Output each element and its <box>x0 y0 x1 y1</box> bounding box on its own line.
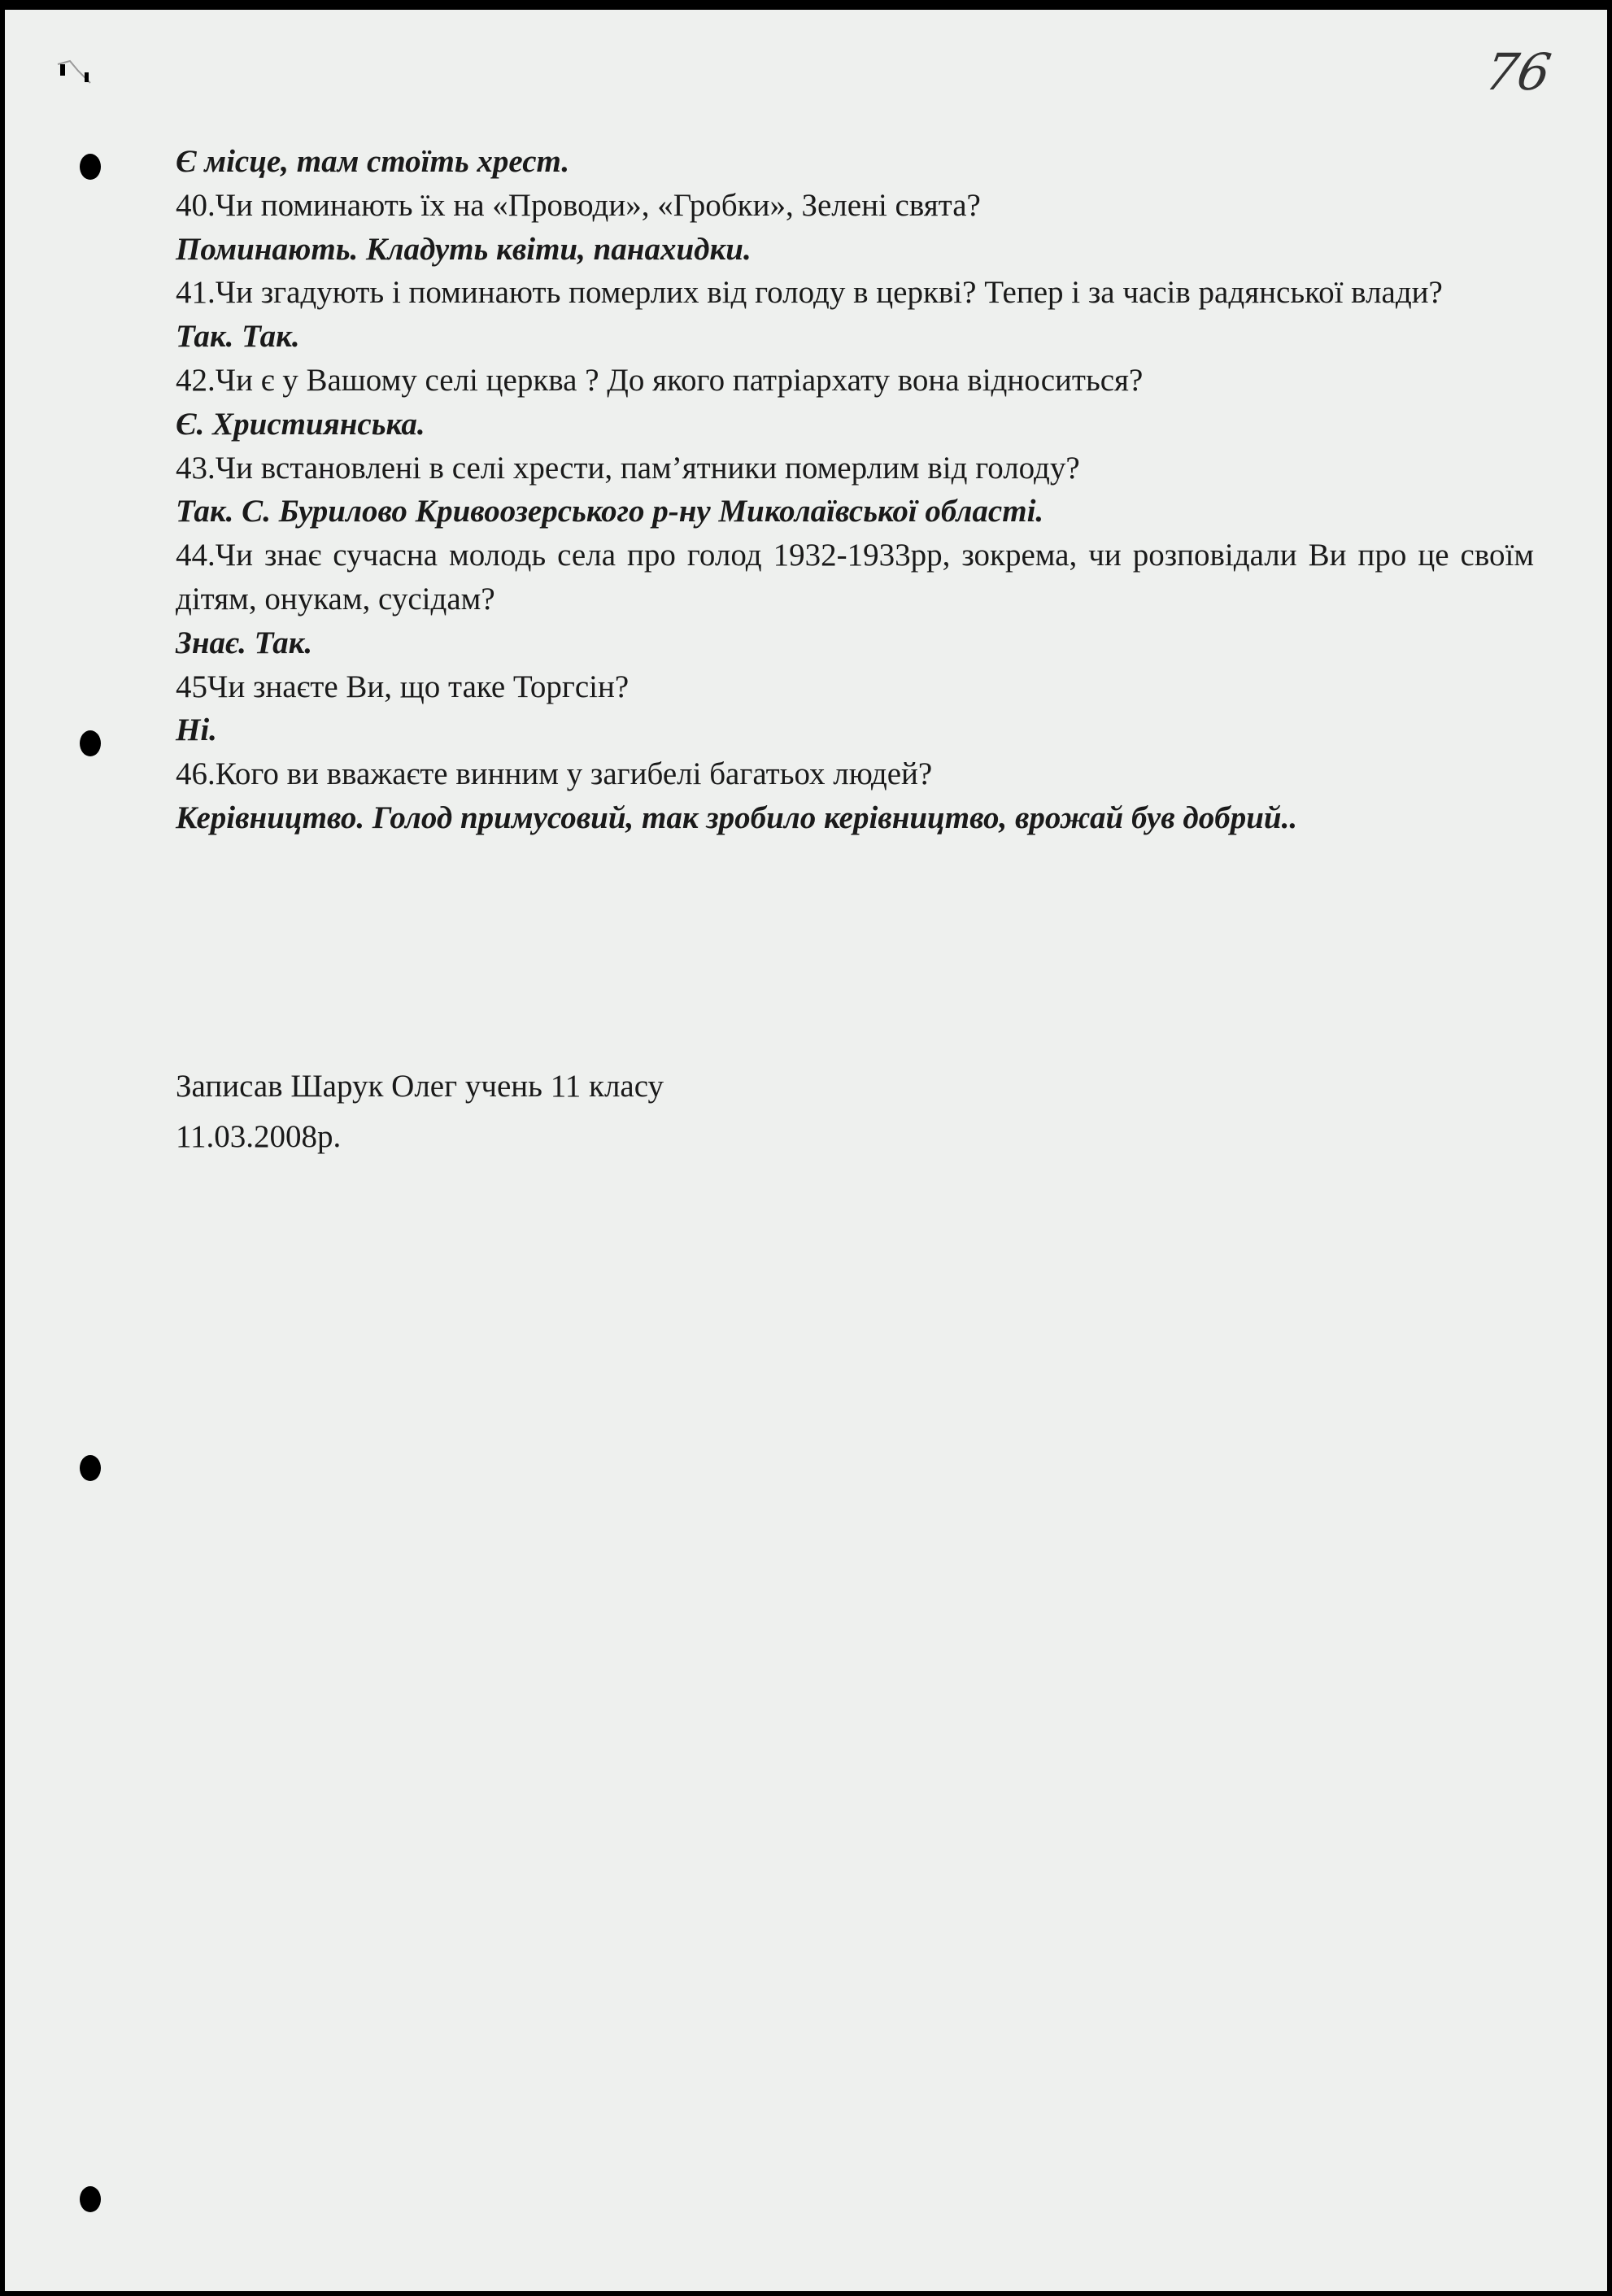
question-line: 42.Чи є у Вашому селі церква ? До якого патріархату вона відноситься? <box>176 362 1144 398</box>
answer-line: Так. С. Бурилово Кривоозерського р-ну Миколаївської області. <box>176 494 1044 529</box>
recorded-by: Записав Шарук Олег учень 11 класу <box>176 1069 664 1104</box>
answer-line: Керівництво. Голод примусовий, так зробило керівництво, врожай був добрий.. <box>176 799 1298 835</box>
interview-text <box>176 140 1534 840</box>
staple-mark-icon <box>54 54 151 87</box>
signature-block <box>176 1061 664 1162</box>
question-line: 41.Чи згадують і поминають померлих від голоду в церкві? Тепер і за часів радянської влади? <box>176 275 1443 311</box>
punch-hole-icon <box>80 2186 101 2212</box>
answer-line: Є. Християнська. <box>176 406 425 442</box>
punch-hole-icon <box>80 1455 101 1481</box>
page-number: 76 <box>1480 42 1556 102</box>
answer-line: Знає. Так. <box>176 625 313 660</box>
record-date: 11.03.2008р. <box>176 1119 342 1154</box>
punch-hole-icon <box>80 730 101 756</box>
question-line: 43.Чи встановлені в селі хрести, пам’ятники померлим від голоду? <box>176 450 1080 486</box>
punch-hole-icon <box>80 154 101 180</box>
question-line: 46.Кого ви вважаєте винним у загибелі багатьох людей? <box>176 756 933 792</box>
answer-line: Є місце, там стоїть хрест. <box>176 144 570 179</box>
question-line: 45Чи знаєте Ви, що таке Торгсін? <box>176 669 630 704</box>
answer-line: Ні. <box>176 712 217 748</box>
answer-line: Поминають. Кладуть квіти, панахидки. <box>176 231 752 267</box>
question-line: 44.Чи знає сучасна молодь села про голод 1932-1933рр, зокрема, чи розповідали Ви про це своїм дітям, онукам, сусідам? <box>176 538 1534 616</box>
document-page <box>5 10 1607 2291</box>
question-line: 40.Чи поминають їх на «Проводи», «Гробки», Зелені свята? <box>176 187 981 223</box>
answer-line: Так. Так. <box>176 319 300 355</box>
